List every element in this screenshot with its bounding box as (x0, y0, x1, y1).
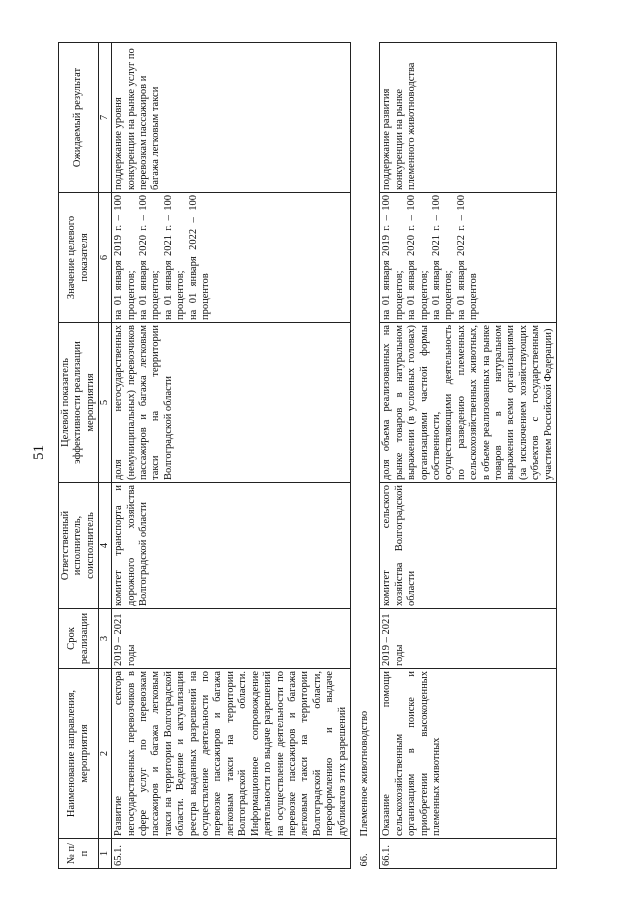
responsible-executor: комитет сельского хозяйства Волгоградской области (380, 483, 557, 609)
indicator-value: на 01 января 2021 г. – 100 процентов; (162, 195, 187, 320)
column-index: 5 (99, 323, 112, 483)
indicator-value: на 01 января 2019 г. – 100 процентов; (381, 195, 405, 320)
indicator-values (112, 193, 351, 323)
row-number: 65.1. (112, 839, 351, 869)
column-index: 3 (99, 609, 112, 669)
column-header: № п/п (59, 839, 99, 869)
column-index: 6 (99, 193, 112, 323)
indicator-value: на 01 января 2020 г. – 100 процентов; (406, 195, 430, 320)
column-header: Срок реализации (59, 609, 99, 669)
column-header: Ответственный исполнитель, соисполнитель (59, 483, 99, 609)
column-header: Наименование направления, мероприятия (59, 669, 99, 839)
column-header: Ожидаемый результат (59, 43, 99, 193)
section-row (350, 43, 379, 869)
section-number: 66. (350, 839, 379, 869)
table-row (112, 43, 351, 869)
indicator-value: на 01 января 2019 г. – 100 процентов; (113, 195, 137, 320)
target-indicator: доля негосударственных (немуниципальных) перевозчиков пассажиров и багажа легковым такси на территории Волгоградской области (112, 323, 351, 483)
column-index-row (99, 43, 112, 869)
row-number: 66.1. (380, 839, 557, 869)
table-header-row (59, 43, 99, 869)
table-row (380, 43, 557, 869)
column-index: 4 (99, 483, 112, 609)
column-header: Значение целевого показателя (59, 193, 99, 323)
implementation-term: 2019 – 2021 годы (112, 609, 351, 669)
expected-result: поддержание развития конкуренции на рынке племенного животноводства (380, 43, 557, 193)
indicator-value: на 01 января 2022 – 100 процентов (187, 195, 212, 320)
expected-result: поддержание уровня конкуренции на рынке услуг по перевозкам пассажиров и багажа легковым такси (112, 43, 351, 193)
indicator-values (380, 193, 557, 323)
column-header: Целевой показатель эффективности реализации мероприятия (59, 323, 99, 483)
measure-name: Развитие сектора негосударственных перевозчиков в сфере услуг по перевозкам пассажиров и багажа легковым такси на территории Волгоградской области. Ведение и актуализация реестра выданных разрешений на осуществление деятельности по перевозке пассажиров и багажа легковым такси на территории Волгоградской области. Информационное сопровождение деятельности по выдаче разрешений на осуществление деятельности по перевозке пассажиров и багажа легковым такси на территории Волгоградской области, переоформлению и выдаче дубликатов этих разрешений (112, 669, 351, 839)
indicator-value: на 01 января 2021 г. – 100 процентов; (430, 195, 455, 320)
column-index: 2 (99, 669, 112, 839)
target-indicator: доля объема реализованных на рынке товаров в натуральном выражении (в условных головах) организациями частной формы собственности, осуществляющими деятельность по разведению племенных сельскохозяйственных животных, в объеме реализованных на рынке товаров в натуральном выражении всеми организациями (за исключением хозяйствующих субъектов с государственным участием Российской Федерации) (380, 323, 557, 483)
measure-name: Оказание помощи сельскохозяйственным организациям в поиске и приобретении высокоценных племенных животных (380, 669, 557, 839)
measures-table (58, 42, 557, 869)
responsible-executor: комитет транспорта и дорожного хозяйства Волгоградской области (112, 483, 351, 609)
indicator-value: на 01 января 2020 г. – 100 процентов; (138, 195, 162, 320)
indicator-value: на 01 января 2022 г. – 100 процентов (455, 195, 480, 320)
section-title: Племенное животноводство (350, 43, 379, 839)
implementation-term: 2019 – 2021 годы (380, 609, 557, 669)
column-index: 1 (99, 839, 112, 869)
page-number: 51 (31, 445, 47, 460)
column-index: 7 (99, 43, 112, 193)
